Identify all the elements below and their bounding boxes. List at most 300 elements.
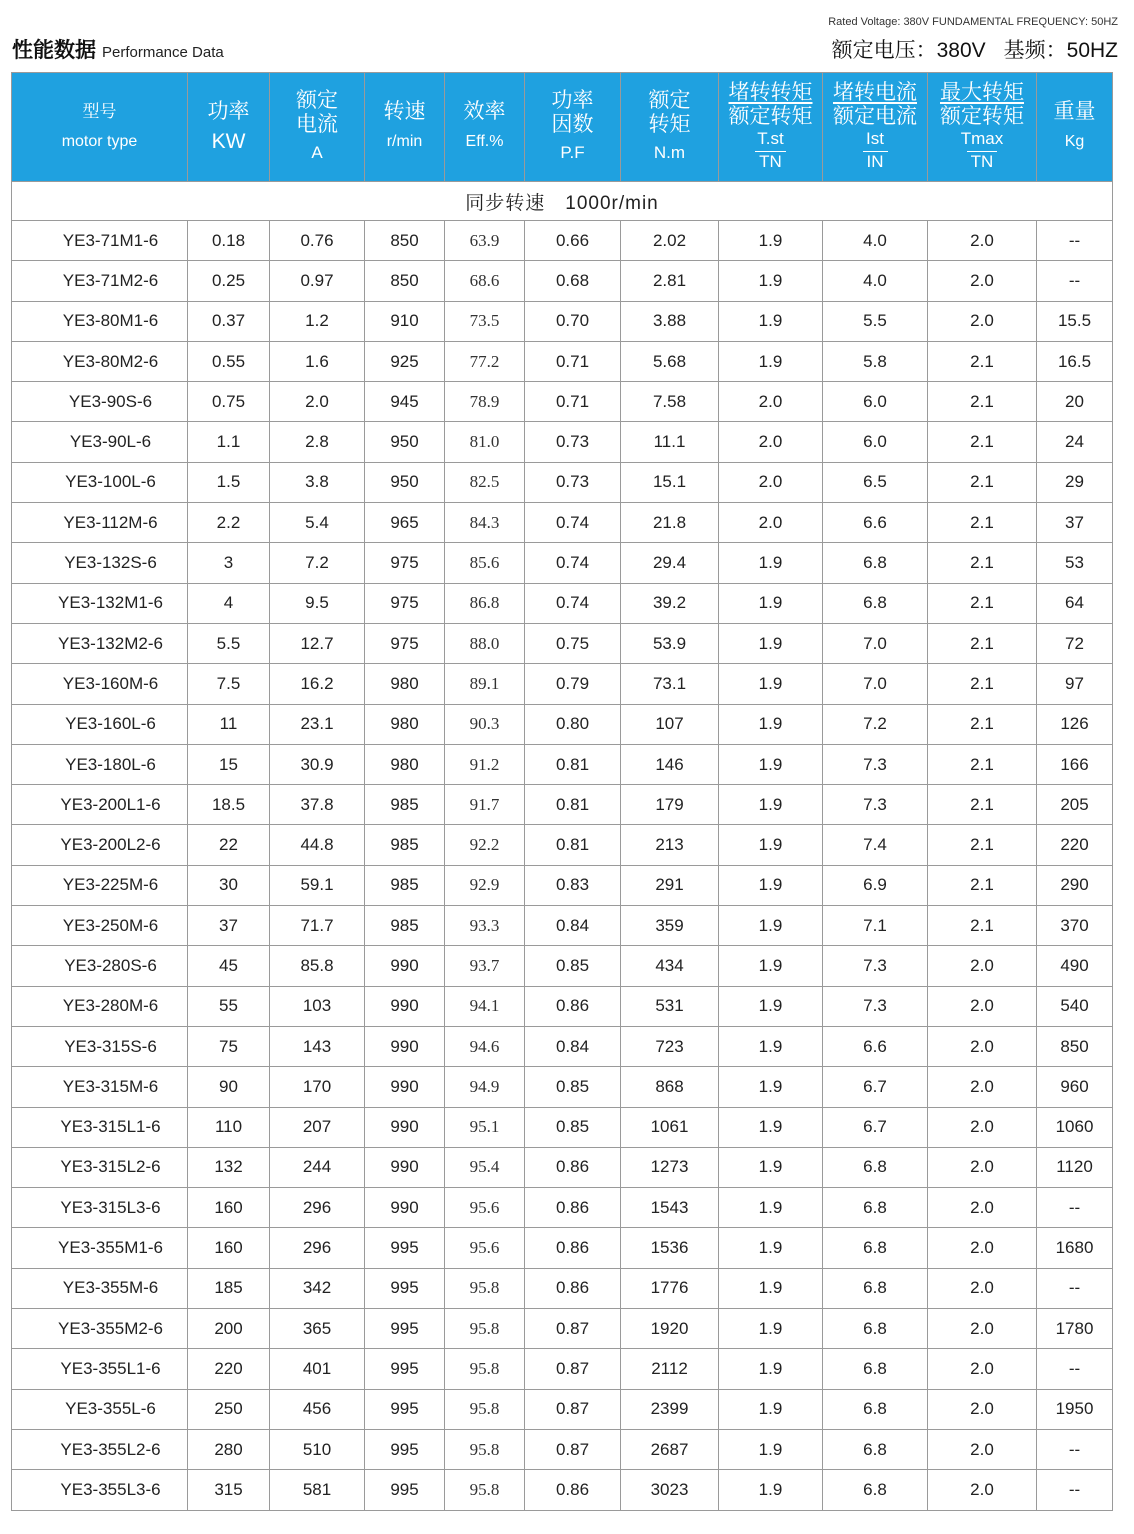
cell-rated-torque: 3.88 [621, 301, 719, 341]
cell-weight: 220 [1037, 825, 1113, 865]
cell-power-factor: 0.87 [525, 1389, 621, 1429]
cell-max-torque: 2.0 [928, 301, 1037, 341]
cell-locked-rotor-torque: 1.9 [719, 785, 823, 825]
cell-model: YE3-355L1-6 [12, 1349, 188, 1389]
cell-locked-rotor-current: 6.7 [823, 1107, 928, 1147]
cell-rated-torque: 2399 [621, 1389, 719, 1429]
header-efficiency: 效率 Eff.% [445, 73, 525, 182]
cell-model: YE3-200L1-6 [12, 785, 188, 825]
cell-power: 160 [188, 1228, 270, 1268]
cell-power: 160 [188, 1188, 270, 1228]
cell-current: 581 [270, 1470, 365, 1510]
cell-rated-torque: 21.8 [621, 503, 719, 543]
cell-power: 3 [188, 543, 270, 583]
cell-current: 44.8 [270, 825, 365, 865]
cell-locked-rotor-torque: 1.9 [719, 1188, 823, 1228]
cell-weight: 1780 [1037, 1309, 1113, 1349]
cell-power: 15 [188, 744, 270, 784]
cell-model: YE3-315L2-6 [12, 1147, 188, 1187]
cell-current: 16.2 [270, 664, 365, 704]
cell-power-factor: 0.70 [525, 301, 621, 341]
cell-efficiency: 95.6 [445, 1188, 525, 1228]
cell-weight: -- [1037, 1349, 1113, 1389]
cell-current: 244 [270, 1147, 365, 1187]
cell-speed: 995 [365, 1228, 445, 1268]
cell-max-torque: 2.0 [928, 1429, 1037, 1469]
cell-locked-rotor-current: 5.8 [823, 341, 928, 381]
header-weight: 重量 Kg [1037, 73, 1113, 182]
cell-speed: 995 [365, 1429, 445, 1469]
cell-max-torque: 2.0 [928, 1268, 1037, 1308]
cell-speed: 995 [365, 1309, 445, 1349]
cell-weight: 370 [1037, 906, 1113, 946]
cell-power-factor: 0.81 [525, 744, 621, 784]
cell-locked-rotor-current: 6.8 [823, 543, 928, 583]
table-row [12, 1268, 1113, 1308]
table-row [12, 865, 1113, 905]
cell-weight: 126 [1037, 704, 1113, 744]
cell-locked-rotor-torque: 1.9 [719, 1309, 823, 1349]
cell-speed: 975 [365, 543, 445, 583]
cell-power-factor: 0.74 [525, 503, 621, 543]
cell-locked-rotor-current: 6.8 [823, 1147, 928, 1187]
cell-weight: 850 [1037, 1026, 1113, 1066]
cell-locked-rotor-torque: 1.9 [719, 301, 823, 341]
cell-weight: 205 [1037, 785, 1113, 825]
cell-locked-rotor-current: 6.8 [823, 583, 928, 623]
cell-max-torque: 2.1 [928, 825, 1037, 865]
cell-locked-rotor-torque: 2.0 [719, 382, 823, 422]
cell-current: 30.9 [270, 744, 365, 784]
cell-weight: 540 [1037, 986, 1113, 1026]
cell-current: 296 [270, 1228, 365, 1268]
cell-locked-rotor-current: 6.8 [823, 1309, 928, 1349]
table-row [12, 825, 1113, 865]
cell-weight: 490 [1037, 946, 1113, 986]
cell-power: 55 [188, 986, 270, 1026]
cell-weight: -- [1037, 1188, 1113, 1228]
cell-power-factor: 0.85 [525, 1067, 621, 1107]
cell-efficiency: 63.9 [445, 221, 525, 261]
cell-speed: 980 [365, 704, 445, 744]
cell-current: 0.97 [270, 261, 365, 301]
base-frequency: 基频：50HZ [1003, 39, 1118, 62]
cell-locked-rotor-torque: 1.9 [719, 1107, 823, 1147]
cell-efficiency: 88.0 [445, 623, 525, 663]
cell-speed: 985 [365, 906, 445, 946]
cell-rated-torque: 1536 [621, 1228, 719, 1268]
cell-model: YE3-90L-6 [12, 422, 188, 462]
cell-speed: 950 [365, 422, 445, 462]
table-row [12, 1026, 1113, 1066]
cell-power-factor: 0.86 [525, 1228, 621, 1268]
cell-model: YE3-250M-6 [12, 906, 188, 946]
cell-power: 45 [188, 946, 270, 986]
cell-current: 3.8 [270, 462, 365, 502]
cell-max-torque: 2.1 [928, 341, 1037, 381]
cell-speed: 850 [365, 261, 445, 301]
cell-efficiency: 95.8 [445, 1470, 525, 1510]
cell-current: 510 [270, 1429, 365, 1469]
cell-power: 0.37 [188, 301, 270, 341]
cell-locked-rotor-torque: 1.9 [719, 583, 823, 623]
cell-max-torque: 2.0 [928, 261, 1037, 301]
cell-power: 30 [188, 865, 270, 905]
page-title [12, 34, 224, 64]
cell-weight: 24 [1037, 422, 1113, 462]
cell-weight: -- [1037, 261, 1113, 301]
cell-locked-rotor-torque: 1.9 [719, 704, 823, 744]
cell-locked-rotor-current: 6.6 [823, 1026, 928, 1066]
cell-efficiency: 90.3 [445, 704, 525, 744]
cell-rated-torque: 29.4 [621, 543, 719, 583]
cell-power: 2.2 [188, 503, 270, 543]
cell-efficiency: 93.7 [445, 946, 525, 986]
cell-rated-torque: 2687 [621, 1429, 719, 1469]
table-row [12, 1147, 1113, 1187]
cell-locked-rotor-current: 4.0 [823, 261, 928, 301]
cell-efficiency: 95.1 [445, 1107, 525, 1147]
cell-locked-rotor-torque: 1.9 [719, 1147, 823, 1187]
cell-locked-rotor-current: 6.8 [823, 1389, 928, 1429]
cell-locked-rotor-current: 6.7 [823, 1067, 928, 1107]
cell-current: 85.8 [270, 946, 365, 986]
cell-current: 5.4 [270, 503, 365, 543]
cell-power-factor: 0.86 [525, 1188, 621, 1228]
cell-locked-rotor-current: 6.8 [823, 1228, 928, 1268]
cell-speed: 945 [365, 382, 445, 422]
cell-max-torque: 2.1 [928, 503, 1037, 543]
cell-current: 296 [270, 1188, 365, 1228]
table-row [12, 785, 1113, 825]
cell-model: YE3-132S-6 [12, 543, 188, 583]
cell-locked-rotor-torque: 1.9 [719, 261, 823, 301]
cell-model: YE3-315S-6 [12, 1026, 188, 1066]
cell-max-torque: 2.1 [928, 906, 1037, 946]
table-row [12, 1107, 1113, 1147]
cell-model: YE3-355L2-6 [12, 1429, 188, 1469]
cell-locked-rotor-torque: 1.9 [719, 744, 823, 784]
cell-current: 71.7 [270, 906, 365, 946]
cell-max-torque: 2.0 [928, 1188, 1037, 1228]
cell-rated-torque: 2.81 [621, 261, 719, 301]
cell-model: YE3-71M2-6 [12, 261, 188, 301]
cell-power: 0.55 [188, 341, 270, 381]
cell-rated-torque: 11.1 [621, 422, 719, 462]
header-power-factor: 功率 因数 P.F [525, 73, 621, 182]
cell-rated-torque: 2112 [621, 1349, 719, 1389]
cell-weight: 1950 [1037, 1389, 1113, 1429]
cell-power-factor: 0.85 [525, 1107, 621, 1147]
table-row [12, 906, 1113, 946]
cell-rated-torque: 213 [621, 825, 719, 865]
table-row [12, 1228, 1113, 1268]
cell-speed: 995 [365, 1268, 445, 1308]
cell-locked-rotor-current: 6.9 [823, 865, 928, 905]
cell-current: 207 [270, 1107, 365, 1147]
cell-efficiency: 95.4 [445, 1147, 525, 1187]
cell-power: 37 [188, 906, 270, 946]
cell-rated-torque: 723 [621, 1026, 719, 1066]
cell-efficiency: 93.3 [445, 906, 525, 946]
cell-locked-rotor-torque: 1.9 [719, 825, 823, 865]
cell-power-factor: 0.74 [525, 583, 621, 623]
cell-model: YE3-100L-6 [12, 462, 188, 502]
cell-weight: 72 [1037, 623, 1113, 663]
cell-max-torque: 2.0 [928, 1107, 1037, 1147]
cell-max-torque: 2.0 [928, 221, 1037, 261]
cell-rated-torque: 5.68 [621, 341, 719, 381]
cell-weight: 1060 [1037, 1107, 1113, 1147]
cell-max-torque: 2.0 [928, 1470, 1037, 1510]
cell-power-factor: 0.84 [525, 1026, 621, 1066]
cell-model: YE3-355M-6 [12, 1268, 188, 1308]
cell-max-torque: 2.0 [928, 1389, 1037, 1429]
cell-locked-rotor-torque: 1.9 [719, 906, 823, 946]
cell-current: 342 [270, 1268, 365, 1308]
cell-model: YE3-315L3-6 [12, 1188, 188, 1228]
cell-rated-torque: 434 [621, 946, 719, 986]
cell-weight: 1680 [1037, 1228, 1113, 1268]
cell-power-factor: 0.81 [525, 785, 621, 825]
cell-locked-rotor-current: 6.0 [823, 422, 928, 462]
cell-efficiency: 95.8 [445, 1429, 525, 1469]
table-row [12, 382, 1113, 422]
cell-power-factor: 0.87 [525, 1309, 621, 1349]
cell-model: YE3-280S-6 [12, 946, 188, 986]
cell-efficiency: 95.8 [445, 1268, 525, 1308]
cell-locked-rotor-current: 7.0 [823, 664, 928, 704]
table-row [12, 946, 1113, 986]
cell-power-factor: 0.86 [525, 1268, 621, 1308]
header-locked-rotor-current: 堵转电流 额定电流 Ist IN [823, 73, 928, 182]
cell-model: YE3-200L2-6 [12, 825, 188, 865]
cell-efficiency: 77.2 [445, 341, 525, 381]
cell-locked-rotor-current: 7.3 [823, 744, 928, 784]
cell-locked-rotor-torque: 2.0 [719, 422, 823, 462]
cell-power: 5.5 [188, 623, 270, 663]
cell-power-factor: 0.81 [525, 825, 621, 865]
cell-speed: 975 [365, 623, 445, 663]
cell-efficiency: 95.8 [445, 1389, 525, 1429]
cell-power-factor: 0.71 [525, 382, 621, 422]
cell-efficiency: 73.5 [445, 301, 525, 341]
cell-max-torque: 2.0 [928, 1067, 1037, 1107]
table-row [12, 221, 1113, 261]
cell-efficiency: 95.8 [445, 1349, 525, 1389]
cell-locked-rotor-current: 6.5 [823, 462, 928, 502]
cell-power: 185 [188, 1268, 270, 1308]
cell-locked-rotor-current: 7.4 [823, 825, 928, 865]
cell-model: YE3-132M1-6 [12, 583, 188, 623]
cell-power-factor: 0.73 [525, 422, 621, 462]
cell-current: 37.8 [270, 785, 365, 825]
cell-max-torque: 2.1 [928, 422, 1037, 462]
table-row [12, 261, 1113, 301]
cell-locked-rotor-torque: 1.9 [719, 1389, 823, 1429]
cell-rated-torque: 1776 [621, 1268, 719, 1308]
cell-efficiency: 91.7 [445, 785, 525, 825]
cell-rated-torque: 3023 [621, 1470, 719, 1510]
cell-locked-rotor-current: 7.3 [823, 986, 928, 1026]
cell-power: 18.5 [188, 785, 270, 825]
cell-speed: 990 [365, 1067, 445, 1107]
cell-max-torque: 2.1 [928, 462, 1037, 502]
cell-efficiency: 92.9 [445, 865, 525, 905]
header-rated-torque: 额定 转矩 N.m [621, 73, 719, 182]
cell-current: 170 [270, 1067, 365, 1107]
cell-power-factor: 0.66 [525, 221, 621, 261]
cell-speed: 985 [365, 785, 445, 825]
cell-current: 456 [270, 1389, 365, 1429]
cell-rated-torque: 39.2 [621, 583, 719, 623]
cell-efficiency: 68.6 [445, 261, 525, 301]
cell-current: 143 [270, 1026, 365, 1066]
table-row [12, 341, 1113, 381]
cell-max-torque: 2.1 [928, 664, 1037, 704]
cell-max-torque: 2.1 [928, 382, 1037, 422]
cell-rated-torque: 146 [621, 744, 719, 784]
cell-speed: 850 [365, 221, 445, 261]
cell-weight: 97 [1037, 664, 1113, 704]
cell-current: 103 [270, 986, 365, 1026]
cell-speed: 965 [365, 503, 445, 543]
cell-power: 4 [188, 583, 270, 623]
rated-voltage: 额定电压：380V [831, 39, 986, 62]
table-row [12, 422, 1113, 462]
cell-speed: 910 [365, 301, 445, 341]
cell-locked-rotor-current: 6.0 [823, 382, 928, 422]
title-zh: 性能数据 [12, 39, 96, 62]
table-header-row [12, 73, 1113, 182]
cell-rated-torque: 291 [621, 865, 719, 905]
cell-power-factor: 0.68 [525, 261, 621, 301]
cell-speed: 990 [365, 1107, 445, 1147]
cell-rated-torque: 15.1 [621, 462, 719, 502]
cell-speed: 990 [365, 986, 445, 1026]
cell-speed: 990 [365, 1147, 445, 1187]
table-row [12, 1188, 1113, 1228]
cell-rated-torque: 179 [621, 785, 719, 825]
cell-current: 12.7 [270, 623, 365, 663]
cell-speed: 995 [365, 1470, 445, 1510]
cell-model: YE3-90S-6 [12, 382, 188, 422]
cell-rated-torque: 531 [621, 986, 719, 1026]
cell-weight: 37 [1037, 503, 1113, 543]
cell-efficiency: 82.5 [445, 462, 525, 502]
cell-power-factor: 0.71 [525, 341, 621, 381]
cell-max-torque: 2.1 [928, 704, 1037, 744]
cell-efficiency: 89.1 [445, 664, 525, 704]
cell-efficiency: 85.6 [445, 543, 525, 583]
cell-power: 0.75 [188, 382, 270, 422]
cell-efficiency: 95.8 [445, 1309, 525, 1349]
rated-specs [832, 34, 1118, 64]
cell-max-torque: 2.0 [928, 946, 1037, 986]
cell-locked-rotor-torque: 1.9 [719, 1067, 823, 1107]
cell-locked-rotor-torque: 1.9 [719, 1026, 823, 1066]
table-row [12, 623, 1113, 663]
cell-efficiency: 95.6 [445, 1228, 525, 1268]
cell-max-torque: 2.1 [928, 744, 1037, 784]
cell-locked-rotor-torque: 1.9 [719, 1429, 823, 1469]
table-row [12, 1389, 1113, 1429]
cell-locked-rotor-torque: 1.9 [719, 1349, 823, 1389]
table-row [12, 503, 1113, 543]
section-title: 同步转速 1000r/min [12, 182, 1113, 221]
cell-max-torque: 2.0 [928, 986, 1037, 1026]
title-en: Performance Data [102, 44, 224, 61]
cell-rated-torque: 359 [621, 906, 719, 946]
table-row [12, 1470, 1113, 1510]
cell-current: 1.2 [270, 301, 365, 341]
cell-locked-rotor-current: 6.8 [823, 1429, 928, 1469]
cell-locked-rotor-current: 6.8 [823, 1470, 928, 1510]
cell-efficiency: 86.8 [445, 583, 525, 623]
header-locked-rotor-torque: 堵转转矩 额定转矩 T.st TN [719, 73, 823, 182]
cell-power-factor: 0.84 [525, 906, 621, 946]
cell-locked-rotor-current: 6.8 [823, 1349, 928, 1389]
cell-power: 200 [188, 1309, 270, 1349]
cell-locked-rotor-torque: 1.9 [719, 341, 823, 381]
cell-speed: 990 [365, 1026, 445, 1066]
cell-locked-rotor-torque: 1.9 [719, 664, 823, 704]
cell-model: YE3-160L-6 [12, 704, 188, 744]
cell-power: 22 [188, 825, 270, 865]
cell-power: 315 [188, 1470, 270, 1510]
cell-power-factor: 0.86 [525, 1470, 621, 1510]
cell-power-factor: 0.75 [525, 623, 621, 663]
cell-model: YE3-280M-6 [12, 986, 188, 1026]
cell-weight: 1120 [1037, 1147, 1113, 1187]
cell-power: 11 [188, 704, 270, 744]
cell-power-factor: 0.73 [525, 462, 621, 502]
cell-weight: 64 [1037, 583, 1113, 623]
cell-locked-rotor-current: 4.0 [823, 221, 928, 261]
cell-locked-rotor-torque: 1.9 [719, 1470, 823, 1510]
table-row [12, 704, 1113, 744]
cell-power: 90 [188, 1067, 270, 1107]
cell-speed: 925 [365, 341, 445, 381]
header-model: 型号 motor type [12, 73, 188, 182]
cell-locked-rotor-current: 5.5 [823, 301, 928, 341]
cell-efficiency: 84.3 [445, 503, 525, 543]
cell-rated-torque: 1920 [621, 1309, 719, 1349]
cell-power: 110 [188, 1107, 270, 1147]
table-row [12, 1067, 1113, 1107]
cell-current: 59.1 [270, 865, 365, 905]
performance-table [11, 72, 1113, 1511]
cell-speed: 985 [365, 825, 445, 865]
cell-locked-rotor-torque: 2.0 [719, 462, 823, 502]
header-speed: 转速 r/min [365, 73, 445, 182]
cell-locked-rotor-current: 7.3 [823, 785, 928, 825]
cell-model: YE3-132M2-6 [12, 623, 188, 663]
cell-speed: 975 [365, 583, 445, 623]
table-row [12, 1349, 1113, 1389]
cell-max-torque: 2.1 [928, 865, 1037, 905]
cell-power-factor: 0.79 [525, 664, 621, 704]
cell-model: YE3-315M-6 [12, 1067, 188, 1107]
cell-locked-rotor-current: 7.0 [823, 623, 928, 663]
cell-efficiency: 78.9 [445, 382, 525, 422]
cell-power-factor: 0.87 [525, 1429, 621, 1469]
cell-model: YE3-112M-6 [12, 503, 188, 543]
cell-weight: -- [1037, 1429, 1113, 1469]
cell-current: 9.5 [270, 583, 365, 623]
cell-power: 1.1 [188, 422, 270, 462]
cell-model: YE3-355L3-6 [12, 1470, 188, 1510]
